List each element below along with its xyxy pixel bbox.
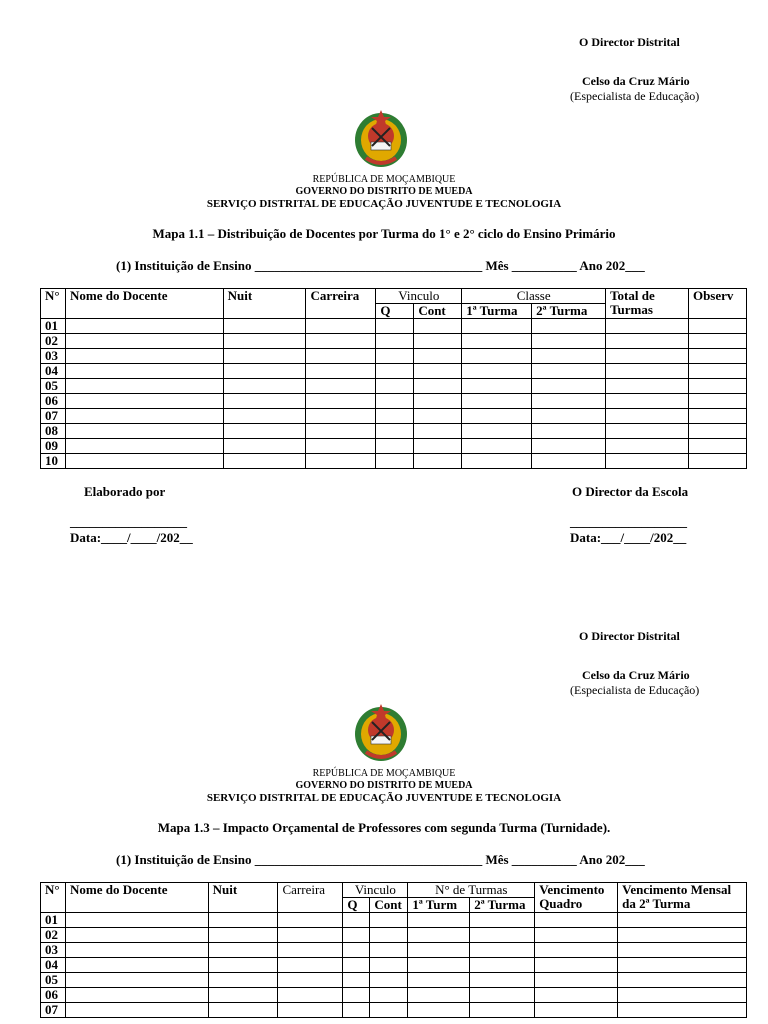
empty-cell[interactable]	[278, 943, 343, 958]
empty-cell[interactable]	[618, 1003, 747, 1018]
empty-cell[interactable]	[408, 958, 470, 973]
empty-cell[interactable]	[306, 364, 376, 379]
empty-cell[interactable]	[532, 364, 606, 379]
empty-cell[interactable]	[414, 394, 462, 409]
empty-cell[interactable]	[414, 379, 462, 394]
empty-cell[interactable]	[370, 943, 408, 958]
empty-cell[interactable]	[376, 439, 414, 454]
empty-cell[interactable]	[532, 454, 606, 469]
empty-cell[interactable]	[470, 988, 535, 1003]
empty-cell[interactable]	[408, 928, 470, 943]
empty-cell[interactable]	[376, 349, 414, 364]
empty-cell[interactable]	[470, 973, 535, 988]
empty-cell[interactable]	[462, 409, 532, 424]
empty-cell[interactable]	[65, 988, 208, 1003]
empty-cell[interactable]	[414, 409, 462, 424]
empty-cell[interactable]	[376, 424, 414, 439]
table-row	[41, 364, 747, 379]
empty-cell[interactable]	[535, 913, 618, 928]
row-number: 04	[41, 364, 66, 379]
empty-cell[interactable]	[223, 394, 306, 409]
empty-cell[interactable]	[376, 394, 414, 409]
table-body	[41, 319, 747, 469]
director-role: (Especialista de Educação)	[570, 89, 700, 103]
empty-cell[interactable]	[462, 424, 532, 439]
table-row	[41, 439, 747, 454]
empty-cell[interactable]	[223, 439, 306, 454]
row-number: 06	[41, 988, 66, 1003]
empty-cell[interactable]	[606, 379, 689, 394]
empty-cell[interactable]	[376, 409, 414, 424]
row-number: 03	[41, 349, 66, 364]
empty-cell[interactable]	[343, 928, 370, 943]
empty-cell[interactable]	[306, 379, 376, 394]
empty-cell[interactable]	[532, 424, 606, 439]
empty-cell[interactable]	[688, 454, 746, 469]
empty-cell[interactable]	[688, 379, 746, 394]
empty-cell[interactable]	[306, 349, 376, 364]
empty-cell[interactable]	[376, 319, 414, 334]
empty-cell[interactable]	[65, 958, 208, 973]
empty-cell[interactable]	[370, 928, 408, 943]
empty-cell[interactable]	[688, 319, 746, 334]
empty-cell[interactable]	[535, 928, 618, 943]
empty-cell[interactable]	[343, 913, 370, 928]
empty-cell[interactable]	[414, 454, 462, 469]
empty-cell[interactable]	[408, 988, 470, 1003]
director-name-2: Celso da Cruz Mário	[582, 668, 690, 682]
empty-cell[interactable]	[408, 913, 470, 928]
empty-cell[interactable]	[65, 364, 223, 379]
table-row	[41, 943, 747, 958]
empty-cell[interactable]	[535, 973, 618, 988]
director-name: Celso da Cruz Mário	[582, 74, 690, 88]
empty-cell[interactable]	[306, 439, 376, 454]
empty-cell[interactable]	[65, 913, 208, 928]
republic-header-2: REPÚBLICA DE MOÇAMBIQUE	[312, 768, 456, 779]
empty-cell[interactable]	[376, 334, 414, 349]
director-title: O Director Distrital	[579, 35, 680, 49]
empty-cell[interactable]	[370, 973, 408, 988]
empty-cell[interactable]	[535, 988, 618, 1003]
empty-cell[interactable]	[223, 364, 306, 379]
empty-cell[interactable]	[470, 943, 535, 958]
empty-cell[interactable]	[606, 409, 689, 424]
empty-cell[interactable]	[208, 1003, 278, 1018]
empty-cell[interactable]	[688, 334, 746, 349]
empty-cell[interactable]	[208, 988, 278, 1003]
empty-cell[interactable]	[223, 334, 306, 349]
empty-cell[interactable]	[223, 409, 306, 424]
empty-cell[interactable]	[306, 334, 376, 349]
empty-cell[interactable]	[462, 439, 532, 454]
col-turm1-2: 1ª Turm	[408, 898, 470, 913]
empty-cell[interactable]	[208, 928, 278, 943]
empty-cell[interactable]	[343, 988, 370, 1003]
turnidade-table	[40, 882, 747, 1018]
empty-cell[interactable]	[535, 943, 618, 958]
col-carreira: Carreira	[306, 289, 376, 319]
government-header: GOVERNO DO DISTRITO DE MUEDA	[295, 186, 473, 197]
row-number: 02	[41, 334, 66, 349]
empty-cell[interactable]	[532, 439, 606, 454]
director-escola-label: O Director da Escola	[572, 484, 689, 499]
empty-cell[interactable]	[618, 943, 747, 958]
empty-cell[interactable]	[688, 349, 746, 364]
table-row	[41, 913, 747, 928]
empty-cell[interactable]	[65, 334, 223, 349]
row-number: 03	[41, 943, 66, 958]
signature-line-right: __________________	[570, 514, 687, 529]
col-vinculo: Vinculo	[376, 289, 462, 304]
empty-cell[interactable]	[408, 973, 470, 988]
empty-cell[interactable]	[376, 379, 414, 394]
empty-cell[interactable]	[208, 958, 278, 973]
empty-cell[interactable]	[618, 973, 747, 988]
col-n: N°	[41, 289, 66, 319]
row-number: 05	[41, 973, 66, 988]
empty-cell[interactable]	[278, 958, 343, 973]
empty-cell[interactable]	[414, 319, 462, 334]
empty-cell[interactable]	[408, 1003, 470, 1018]
empty-cell[interactable]	[370, 988, 408, 1003]
empty-cell[interactable]	[376, 364, 414, 379]
empty-cell[interactable]	[470, 1003, 535, 1018]
row-number: 02	[41, 928, 66, 943]
empty-cell[interactable]	[370, 958, 408, 973]
empty-cell[interactable]	[462, 319, 532, 334]
empty-cell[interactable]	[688, 364, 746, 379]
empty-cell[interactable]	[532, 379, 606, 394]
empty-cell[interactable]	[223, 319, 306, 334]
empty-cell[interactable]	[688, 409, 746, 424]
row-number: 10	[41, 454, 66, 469]
table-row	[41, 928, 747, 943]
col-q: Q	[376, 304, 414, 319]
empty-cell[interactable]	[618, 928, 747, 943]
empty-cell[interactable]	[618, 988, 747, 1003]
col-cont-2: Cont	[370, 898, 408, 913]
col-n-turmas: N° de Turmas	[408, 883, 535, 898]
empty-cell[interactable]	[535, 958, 618, 973]
col-vinculo-2: Vinculo	[343, 883, 408, 898]
empty-cell[interactable]	[606, 349, 689, 364]
empty-cell[interactable]	[606, 319, 689, 334]
empty-cell[interactable]	[532, 334, 606, 349]
elaborado-label: Elaborado por	[84, 484, 166, 499]
col-observ: Observ	[688, 289, 746, 319]
empty-cell[interactable]	[223, 379, 306, 394]
date-left: Data:____/____/202__	[70, 530, 193, 545]
empty-cell[interactable]	[343, 943, 370, 958]
empty-cell[interactable]	[223, 424, 306, 439]
empty-cell[interactable]	[65, 379, 223, 394]
empty-cell[interactable]	[65, 394, 223, 409]
table-row	[41, 1003, 747, 1018]
row-number: 06	[41, 394, 66, 409]
empty-cell[interactable]	[65, 454, 223, 469]
empty-cell[interactable]	[278, 988, 343, 1003]
table-row	[41, 379, 747, 394]
empty-cell[interactable]	[414, 364, 462, 379]
map-title: Mapa 1.1 – Distribuição de Docentes por Turma do 1° e 2° ciclo do Ensino Primário	[152, 226, 616, 241]
empty-cell[interactable]	[278, 928, 343, 943]
empty-cell[interactable]	[65, 424, 223, 439]
service-header-2: SERVIÇO DISTRITAL DE EDUCAÇÃO JUVENTUDE E TECNOLOGIA	[206, 792, 562, 804]
coat-of-arms-icon	[352, 108, 410, 170]
director-title-2: O Director Distrital	[579, 629, 680, 643]
empty-cell[interactable]	[532, 319, 606, 334]
empty-cell[interactable]	[65, 349, 223, 364]
row-number: 08	[41, 424, 66, 439]
empty-cell[interactable]	[688, 439, 746, 454]
row-number: 01	[41, 913, 66, 928]
col-carreira-2: Carreira	[278, 883, 343, 913]
table-row	[41, 454, 747, 469]
empty-cell[interactable]	[535, 1003, 618, 1018]
table-row	[41, 973, 747, 988]
col-nuit-2: Nuit	[208, 883, 278, 913]
col-turma2: 2ª Turma	[532, 304, 606, 319]
empty-cell[interactable]	[606, 424, 689, 439]
service-header: SERVIÇO DISTRITAL DE EDUCAÇÃO JUVENTUDE E TECNOLOGIA	[206, 198, 562, 210]
empty-cell[interactable]	[414, 439, 462, 454]
empty-cell[interactable]	[306, 394, 376, 409]
empty-cell[interactable]	[606, 394, 689, 409]
empty-cell[interactable]	[278, 973, 343, 988]
date-right: Data:___/____/202__	[570, 530, 687, 545]
empty-cell[interactable]	[462, 364, 532, 379]
empty-cell[interactable]	[306, 424, 376, 439]
empty-cell[interactable]	[470, 913, 535, 928]
empty-cell[interactable]	[688, 394, 746, 409]
table-row	[41, 409, 747, 424]
col-q-2: Q	[343, 898, 370, 913]
empty-cell[interactable]	[408, 943, 470, 958]
table-row	[41, 319, 747, 334]
empty-cell[interactable]	[343, 958, 370, 973]
republic-header: REPÚBLICA DE MOÇAMBIQUE	[312, 174, 456, 185]
table-header-row	[41, 289, 747, 304]
empty-cell[interactable]	[343, 973, 370, 988]
empty-cell[interactable]	[65, 943, 208, 958]
empty-cell[interactable]	[462, 379, 532, 394]
docentes-table	[40, 288, 747, 469]
empty-cell[interactable]	[606, 454, 689, 469]
empty-cell[interactable]	[65, 319, 223, 334]
row-number: 09	[41, 439, 66, 454]
empty-cell[interactable]	[208, 973, 278, 988]
table-header-row-2	[41, 883, 747, 898]
empty-cell[interactable]	[606, 364, 689, 379]
empty-cell[interactable]	[606, 439, 689, 454]
signature-line-left: __________________	[70, 514, 187, 529]
empty-cell[interactable]	[532, 349, 606, 364]
map-title-2: Mapa 1.3 – Impacto Orçamental de Professores com segunda Turma (Turnidade).	[157, 820, 611, 835]
col-turma2-2: 2ª Turma	[470, 898, 535, 913]
empty-cell[interactable]	[376, 454, 414, 469]
col-classe: Classe	[462, 289, 606, 304]
empty-cell[interactable]	[65, 928, 208, 943]
table-row	[41, 349, 747, 364]
empty-cell[interactable]	[65, 409, 223, 424]
empty-cell[interactable]	[618, 958, 747, 973]
empty-cell[interactable]	[532, 409, 606, 424]
table-row	[41, 424, 747, 439]
row-number: 07	[41, 1003, 66, 1018]
col-name: Nome do Docente	[65, 289, 223, 319]
empty-cell[interactable]	[414, 349, 462, 364]
empty-cell[interactable]	[370, 913, 408, 928]
empty-cell[interactable]	[223, 454, 306, 469]
empty-cell[interactable]	[414, 424, 462, 439]
empty-cell[interactable]	[462, 349, 532, 364]
col-venc-mensal: Vencimento Mensal da 2ª Turma	[618, 883, 747, 913]
empty-cell[interactable]	[618, 913, 747, 928]
empty-cell[interactable]	[606, 334, 689, 349]
director-role-2: (Especialista de Educação)	[570, 683, 700, 697]
institution-line-2: (1) Instituição de Ensino ___________________________________ Mês __________ Ano 202___	[116, 852, 645, 867]
empty-cell[interactable]	[343, 1003, 370, 1018]
empty-cell[interactable]	[462, 454, 532, 469]
empty-cell[interactable]	[306, 454, 376, 469]
government-header-2: GOVERNO DO DISTRITO DE MUEDA	[295, 780, 473, 791]
row-number: 01	[41, 319, 66, 334]
empty-cell[interactable]	[688, 424, 746, 439]
table-row	[41, 394, 747, 409]
col-name-2: Nome do Docente	[65, 883, 208, 913]
empty-cell[interactable]	[470, 928, 535, 943]
col-nuit: Nuit	[223, 289, 306, 319]
table-row	[41, 958, 747, 973]
empty-cell[interactable]	[223, 349, 306, 364]
institution-line: (1) Instituição de Ensino ___________________________________ Mês __________ Ano 202___	[116, 258, 645, 273]
col-total: Total de Turmas	[606, 289, 689, 319]
empty-cell[interactable]	[532, 394, 606, 409]
col-n-2: N°	[41, 883, 66, 913]
empty-cell[interactable]	[278, 913, 343, 928]
coat-of-arms-icon-2	[352, 702, 410, 764]
col-cont: Cont	[414, 304, 462, 319]
empty-cell[interactable]	[278, 1003, 343, 1018]
table-row	[41, 988, 747, 1003]
empty-cell[interactable]	[470, 958, 535, 973]
empty-cell[interactable]	[208, 913, 278, 928]
col-venc-quadro: Vencimento Quadro	[535, 883, 618, 913]
table-row	[41, 334, 747, 349]
col-turma1: 1ª Turma	[462, 304, 532, 319]
empty-cell[interactable]	[306, 319, 376, 334]
empty-cell[interactable]	[370, 1003, 408, 1018]
empty-cell[interactable]	[65, 973, 208, 988]
empty-cell[interactable]	[462, 334, 532, 349]
table-body-2	[41, 913, 747, 1018]
empty-cell[interactable]	[306, 409, 376, 424]
empty-cell[interactable]	[462, 394, 532, 409]
empty-cell[interactable]	[65, 1003, 208, 1018]
empty-cell[interactable]	[414, 334, 462, 349]
empty-cell[interactable]	[208, 943, 278, 958]
empty-cell[interactable]	[65, 439, 223, 454]
row-number: 05	[41, 379, 66, 394]
row-number: 04	[41, 958, 66, 973]
row-number: 07	[41, 409, 66, 424]
